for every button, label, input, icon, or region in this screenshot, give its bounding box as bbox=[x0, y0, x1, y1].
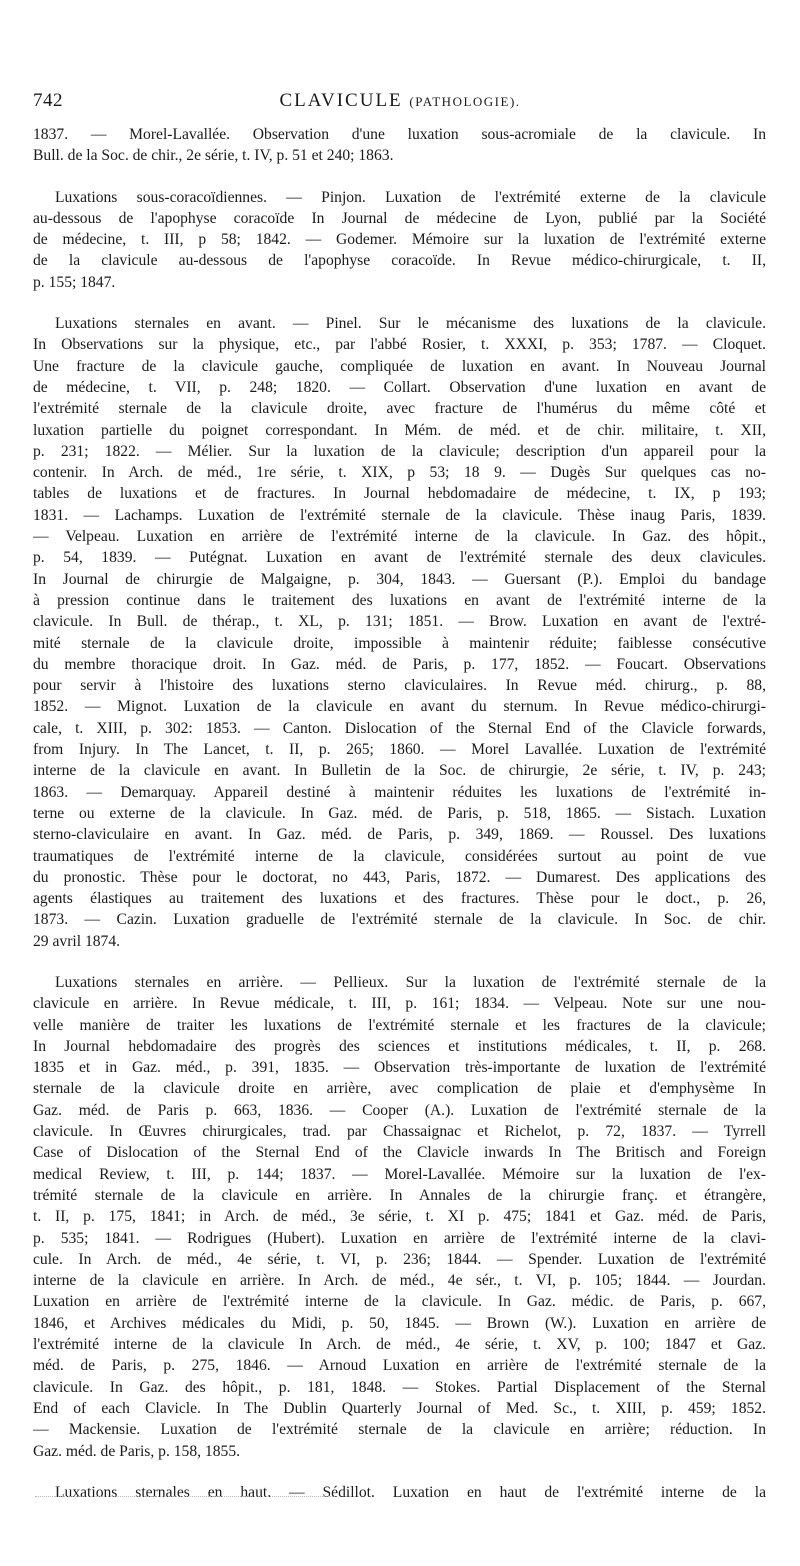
text-line: p. 155; 1847. bbox=[33, 273, 116, 291]
text-line: t. II, p. 175, 1841; in Arch. de méd., 3e série, t. XI p. 475; 1841 et Gaz. méd. de Paris, bbox=[33, 1208, 766, 1226]
text-line: 29 avril 1874. bbox=[33, 932, 121, 950]
text-line: Luxations sternales en avant. — Pinel. Sur le mécanisme des luxations de la clavicule. bbox=[55, 315, 766, 333]
bibliography-text bbox=[33, 124, 766, 1503]
text-line: End of each Clavicle. In The Dublin Quarterly Journal of Med. Sc., t. XIII, p. 459; 1852. bbox=[33, 1399, 766, 1417]
text-line: Bull. de la Soc. de chir., 2e série, t. IV, p. 51 et 240; 1863. bbox=[33, 147, 394, 165]
bibliography-paragraph bbox=[33, 187, 766, 293]
text-line: pour servir à l'histoire des luxations sterno claviculaires. In Revue méd. chirurg., p. 88, bbox=[33, 677, 766, 695]
text-line: Luxation en arrière de l'extrémité interne de la clavicule. In Gaz. médic. de Paris, p. 667, bbox=[33, 1293, 766, 1311]
text-line: trémité sternale de la clavicule en arrière. In Annales de la chirurgie franç. et étrangère, bbox=[33, 1186, 766, 1204]
text-line: contenir. In Arch. de méd., 1re série, t. XIX, p 53; 18 9. — Dugès Sur quelques cas no- bbox=[33, 464, 766, 482]
text-line: sternale de la clavicule droite en arrière, avec complication de plaie et d'emphysème In bbox=[33, 1080, 766, 1098]
text-line: velle manière de traiter les luxations de l'extrémité sternale et les fractures de la clavicule; bbox=[33, 1016, 766, 1034]
bottom-dotted-rule bbox=[35, 1496, 335, 1497]
text-line: In Journal hebdomadaire des progrès des sciences et institutions médicales, t. II, p. 268. bbox=[33, 1037, 766, 1055]
text-line: mité sternale de la clavicule droite, impossible à maintenir réduite; faiblesse consécutive bbox=[33, 634, 766, 652]
text-line: Luxations sternales en haut. — Sédillot. Luxation en haut de l'extrémité interne de la bbox=[55, 1483, 766, 1501]
text-line: clavicule. In Gaz. des hôpit., p. 181, 1848. — Stokes. Partial Displacement of the Sternal bbox=[33, 1378, 766, 1396]
text-line: Luxations sternales en arrière. — Pellieux. Sur la luxation de l'extrémité sternale de la bbox=[55, 973, 766, 991]
text-line: clavicule en arrière. In Revue médicale, t. III, p. 161; 1834. — Velpeau. Note sur une nou- bbox=[33, 995, 766, 1013]
text-line: interne de la clavicule en arrière. In Arch. de méd., 4e sér., t. VI, p. 105; 1844. — Jourdan. bbox=[33, 1272, 766, 1290]
text-line: from Injury. In The Lancet, t. II, p. 265; 1860. — Morel Lavallée. Luxation de l'extrémité bbox=[33, 741, 766, 759]
text-line: interne de la clavicule en avant. In Bulletin de la Soc. de chirurgie, 2e série, t. IV, p. 243; bbox=[33, 762, 766, 780]
text-line: l'extrémité interne de la clavicule In Arch. de méd., 4e série, t. XV, p. 100; 1847 et Gaz. bbox=[33, 1336, 766, 1354]
text-line: tables de luxations et de fractures. In Journal hebdomadaire de médecine, t. IX, p 193; bbox=[33, 485, 766, 503]
text-line: Case of Dislocation of the Sternal End of the Clavicle inwards In The Britisch and Foreign bbox=[33, 1144, 766, 1162]
text-line: traumatiques de l'extrémité interne de la clavicule, considérées surtout au point de vue bbox=[33, 847, 766, 865]
text-line: medical Review, t. III, p. 144; 1837. — Morel-Lavallée. Mémoire sur la luxation de l'ex- bbox=[33, 1165, 766, 1183]
running-head-subtitle: (PATHOLOGIE). bbox=[409, 94, 521, 109]
text-line: 1835 et in Gaz. méd., p. 391, 1835. — Observation très-importante de luxation de l'extrémité bbox=[33, 1059, 766, 1077]
text-line: p. 535; 1841. — Rodrigues (Hubert). Luxation en arrière de l'extrémité interne de la clavi- bbox=[33, 1229, 766, 1247]
text-line: du membre thoracique droit. In Gaz. méd. de Paris, p. 177, 1852. — Foucart. Observations bbox=[33, 655, 766, 673]
text-line: de médecine, t. VII, p. 248; 1820. — Collart. Observation d'une luxation en avant de bbox=[33, 378, 766, 396]
text-line: Une fracture de la clavicule gauche, compliquée de luxation en avant. In Nouveau Journal bbox=[33, 357, 766, 375]
text-line: cule. In Arch. de méd., 4e série, t. VI, p. 236; 1844. — Spender. Luxation de l'extrémité bbox=[33, 1250, 766, 1268]
text-line: — Velpeau. Luxation en arrière de l'extrémité interne de la clavicule. In Gaz. des hôpit., bbox=[33, 528, 766, 546]
text-line: de la clavicule au-dessous de l'apophyse coracoïde. In Revue médico-chirurgicale, t. II, bbox=[33, 252, 766, 270]
text-line: agents élastiques au traitement des luxations et des fractures. Thèse pour le doct., p. 26, bbox=[33, 890, 766, 908]
text-line: p. 54, 1839. — Putégnat. Luxation en avant de l'extrémité sternale des deux clavicules. bbox=[33, 549, 766, 567]
running-head-title: CLAVICULE bbox=[279, 90, 403, 111]
text-line: In Observations sur la physique, etc., par l'abbé Rosier, t. XXXI, p. 353; 1787. — Cloquet. bbox=[33, 336, 766, 354]
text-line: 1846, et Archives médicales du Midi, p. 50, 1845. — Brown (W.). Luxation en arrière de bbox=[33, 1314, 766, 1332]
text-line: cale, t. XIII, p. 302: 1853. — Canton. Dislocation of the Sternal End of the Clavicle forwards, bbox=[33, 719, 766, 737]
running-head bbox=[30, 90, 770, 112]
text-line: 1873. — Cazin. Luxation graduelle de l'extrémité sternale de la clavicule. In Soc. de chir. bbox=[33, 911, 766, 929]
text-line: au-dessous de l'apophyse coracoïde In Journal de médecine de Lyon, publié par la Société bbox=[33, 209, 766, 227]
text-line: méd. de Paris, p. 275, 1846. — Arnoud Luxation en arrière de l'extrémité sternale de la bbox=[33, 1357, 766, 1375]
text-line: 1831. — Lachamps. Luxation de l'extrémité sternale de la clavicule. Thèse inaug Paris, 1839. bbox=[33, 506, 766, 524]
page-header bbox=[30, 90, 770, 120]
text-line: clavicule. In Œuvres chirurgicales, trad. par Chassaignac et Richelot, p. 72, 1837. — Tyrrell bbox=[33, 1123, 766, 1141]
text-line: Luxations sous-coracoïdiennes. — Pinjon. Luxation de l'extrémité externe de la clavicule bbox=[55, 188, 766, 206]
bibliography-paragraph bbox=[33, 313, 766, 952]
text-line: de médecine, t. III, p 58; 1842. — Godemer. Mémoire sur la luxation de l'extrémité externe bbox=[33, 231, 766, 249]
text-line: — Mackensie. Luxation de l'extrémité sternale de la clavicule en arrière; réduction. In bbox=[33, 1421, 766, 1439]
text-line: sterno-claviculaire en avant. In Gaz. méd. de Paris, p. 349, 1869. — Roussel. Des luxations bbox=[33, 826, 766, 844]
text-line: luxation partielle du poignet correspondant. In Mém. de méd. et de chir. militaire, t. XII, bbox=[33, 421, 766, 439]
text-line: 1837. — Morel-Lavallée. Observation d'une luxation sous-acromiale de la clavicule. In bbox=[33, 126, 766, 143]
text-line: du pronostic. Thèse pour le doctorat, no 443, Paris, 1872. — Dumarest. Des applications des bbox=[33, 868, 766, 886]
text-line: Gaz. méd. de Paris p. 663, 1836. — Cooper (A.). Luxation de l'extrémité sternale de la bbox=[33, 1101, 766, 1119]
bibliography-paragraph bbox=[33, 1482, 766, 1503]
text-line: 1863. — Demarquay. Appareil destiné à maintenir réduites les luxations de l'extrémité in- bbox=[33, 783, 766, 801]
text-line: Gaz. méd. de Paris, p. 158, 1855. bbox=[33, 1442, 241, 1460]
bibliography-paragraph bbox=[33, 972, 766, 1462]
text-line: terne ou externe de la clavicule. In Gaz. méd. de Paris, p. 518, 1865. — Sistach. Luxation bbox=[33, 804, 766, 822]
text-line: 1852. — Mignot. Luxation de la clavicule en avant du sternum. In Revue médico-chirurgi- bbox=[33, 698, 766, 716]
text-line: l'extrémité sternale de la clavicule droite, avec fracture de l'humérus du même côté et bbox=[33, 400, 766, 418]
text-line: In Journal de chirurgie de Malgaigne, p. 304, 1843. — Guersant (P.). Emploi du bandage bbox=[33, 570, 766, 588]
bibliography-paragraph bbox=[33, 124, 766, 167]
page-number: 742 bbox=[33, 90, 63, 111]
text-line: p. 231; 1822. — Mélier. Sur la luxation de la clavicule; description d'un appareil pour la bbox=[33, 442, 766, 460]
text-line: clavicule. In Bull. de thérap., t. XL, p. 131; 1851. — Brow. Luxation en avant de l'extré- bbox=[33, 613, 766, 631]
text-line: à pression continue dans le traitement des luxations en avant de l'extrémité interne de la bbox=[33, 591, 766, 609]
